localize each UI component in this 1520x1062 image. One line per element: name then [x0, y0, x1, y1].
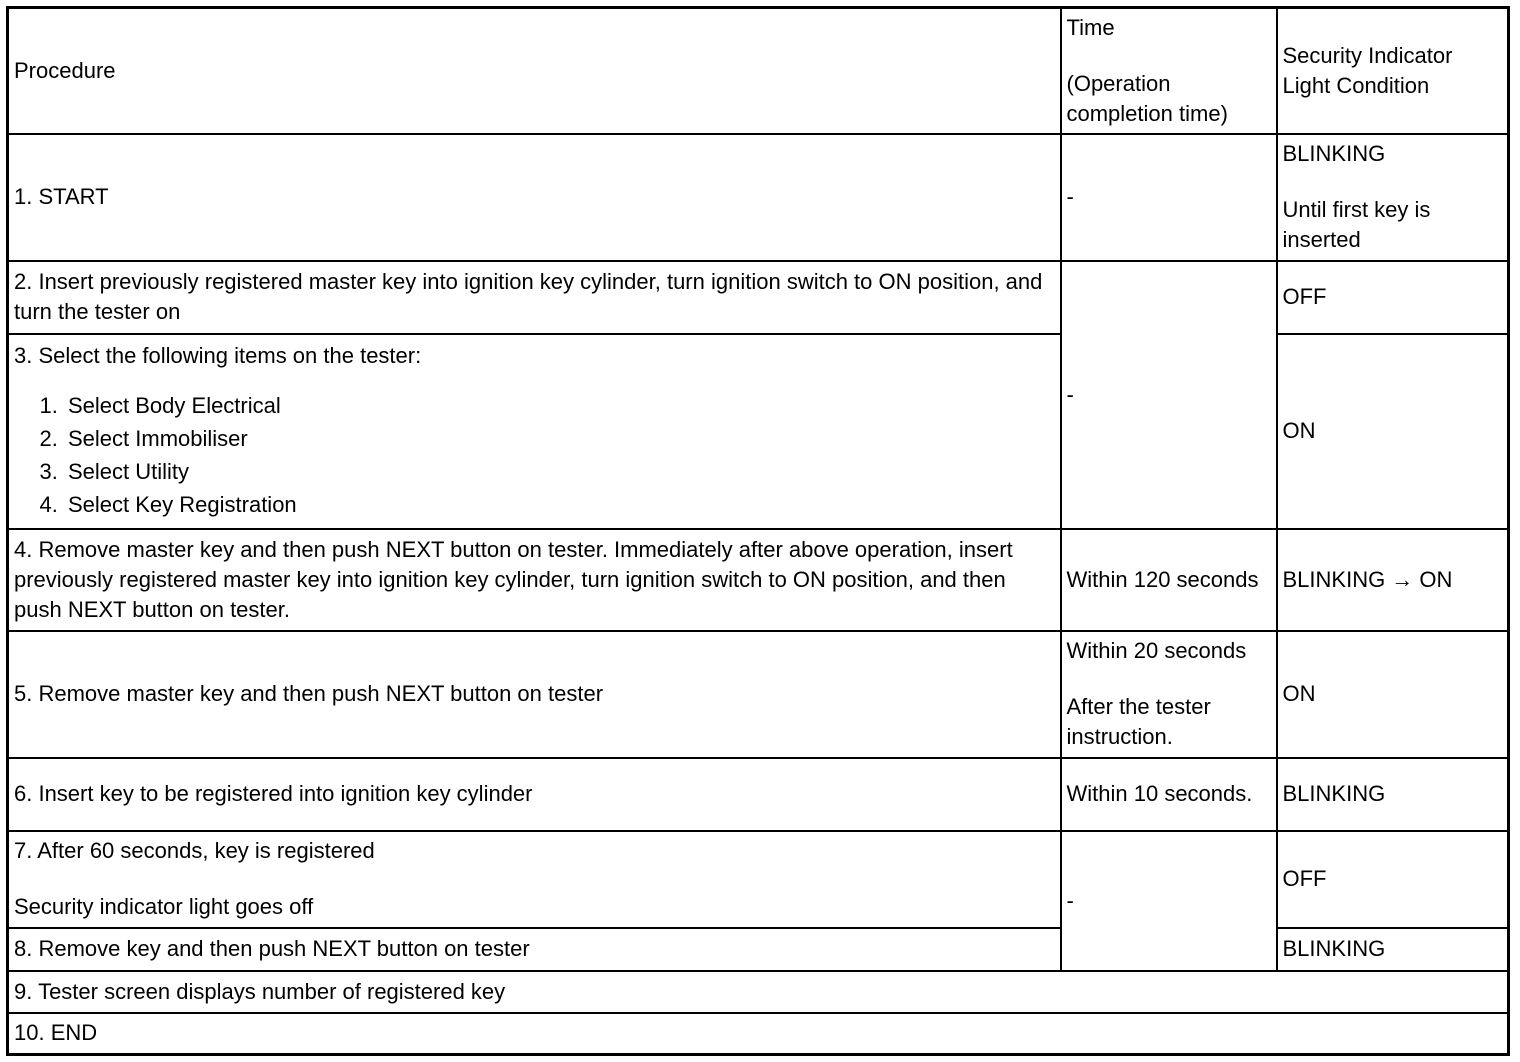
procedure-cell: 8. Remove key and then push NEXT button on tester [8, 928, 1061, 971]
time-cell [1061, 631, 1277, 758]
procedure-cell: 2. Insert previously registered master key into ignition key cylinder, turn ignition switch to ON position, and turn the tester on [8, 261, 1061, 334]
table-row [8, 631, 1509, 758]
time-cell: - [1061, 134, 1277, 261]
table-row [8, 1013, 1509, 1055]
procedure-cell: 5. Remove master key and then push NEXT button on tester [8, 631, 1061, 758]
time-value: Within 20 seconds [1066, 638, 1247, 663]
header-row [8, 8, 1509, 134]
table-row [8, 261, 1509, 334]
light-cell: BLINKING [1277, 758, 1509, 831]
procedure-cell: 10. END [8, 1013, 1509, 1055]
header-light-condition [1277, 8, 1509, 134]
list-item: 1. Select Body Electrical [64, 389, 1055, 422]
key-registration-table [6, 6, 1510, 1056]
header-light-line1: Security Indicator [1282, 42, 1453, 68]
header-procedure: Procedure [8, 8, 1061, 134]
list-item: 4. Select Key Registration [64, 488, 1055, 521]
light-cell [1277, 134, 1509, 261]
table-row [8, 134, 1509, 261]
time-cell: Within 10 seconds. [1061, 758, 1277, 831]
table-row [8, 971, 1509, 1013]
light-note: Until first key is inserted [1282, 197, 1431, 252]
light-cell: ON [1277, 631, 1509, 758]
table-row [8, 758, 1509, 831]
list-item: 2. Select Immobiliser [64, 422, 1055, 455]
time-note: After the tester instruction. [1066, 694, 1211, 749]
light-cell: BLINKING → ON [1277, 529, 1509, 631]
header-time [1061, 8, 1277, 134]
table-row [8, 831, 1509, 928]
time-cell: - [1061, 261, 1277, 529]
time-cell: - [1061, 831, 1277, 971]
table-row [8, 928, 1509, 971]
procedure-text: 3. Select the following items on the tester: [14, 343, 422, 368]
table-row [8, 334, 1509, 529]
procedure-cell: 6. Insert key to be registered into ignition key cylinder [8, 758, 1061, 831]
procedure-cell: 1. START [8, 134, 1061, 261]
light-cell: BLINKING [1277, 928, 1509, 971]
light-status: BLINKING [1282, 141, 1386, 166]
header-time-subtitle: (Operation completion time) [1066, 70, 1228, 126]
light-cell: OFF [1277, 831, 1509, 928]
tester-steps-list [14, 389, 1055, 521]
procedure-note: Security indicator light goes off [14, 894, 314, 919]
time-cell: Within 120 seconds [1061, 529, 1277, 631]
light-cell: ON [1277, 334, 1509, 529]
header-light-line2: Light Condition [1282, 72, 1430, 98]
table-row [8, 529, 1509, 631]
header-time-title: Time [1066, 14, 1115, 40]
procedure-text: 7. After 60 seconds, key is registered [14, 838, 375, 863]
light-cell: OFF [1277, 261, 1509, 334]
procedure-cell: 4. Remove master key and then push NEXT button on tester. Immediately after above operation, insert previously registered master key into ignition key cylinder, turn ignition switch to ON position, and then push NEXT button on tester. [8, 529, 1061, 631]
list-item: 3. Select Utility [64, 455, 1055, 488]
procedure-cell [8, 334, 1061, 529]
procedure-cell [8, 831, 1061, 928]
procedure-cell: 9. Tester screen displays number of registered key [8, 971, 1509, 1013]
